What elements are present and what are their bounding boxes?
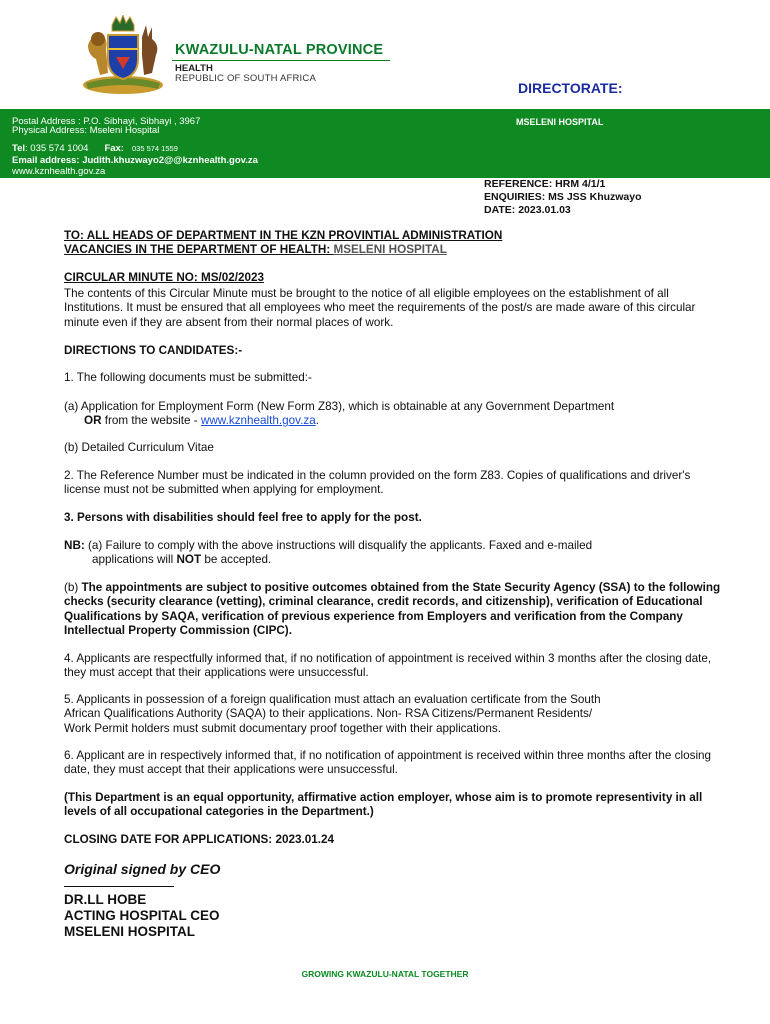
nb-line1 <box>64 539 726 553</box>
department-name: HEALTH <box>175 63 213 74</box>
title-rule <box>172 60 390 61</box>
nb-label: NB: <box>64 539 85 552</box>
item-1a-line2 <box>64 414 726 428</box>
nb-text: (a) Failure to comply with the above instructions will disqualify the applicants. Faxed and e-mailed <box>84 539 593 552</box>
nb-note <box>64 539 726 568</box>
item-1a-line1: (a) Application for Employment Form (New Form Z83), which is obtainable at any Government Department <box>64 400 615 413</box>
province-title: KWAZULU-NATAL PROVINCE <box>175 42 384 58</box>
item-3: 3. Persons with disabilities should feel free to apply for the post. <box>64 511 422 524</box>
item-1: 1. The following documents must be submitted:- <box>64 371 312 384</box>
or-label: OR <box>84 414 102 428</box>
item-5-line2: African Qualifications Authority (SAQA) to their applications. Non- RSA Citizens/Permanent Residents/ <box>64 707 593 721</box>
item-1b: (b) Detailed Curriculum Vitae <box>64 441 214 454</box>
nb-text2-pre: applications will <box>92 553 177 567</box>
vacancies-line <box>64 243 726 257</box>
item-6: 6. Applicant are in respectively informed that, if no notification of appointment is received within three months after the closing date, they must accept that their applications were unsuccessful. <box>64 749 712 777</box>
signatory-hospital: MSELENI HOSPITAL <box>64 924 196 939</box>
fax-label: Fax: <box>104 143 124 154</box>
tel-value: : 035 574 1004 <box>25 143 89 154</box>
vacancies-prefix: VACANCIES IN THE DEPARTMENT OF HEALTH: <box>64 243 334 256</box>
directorate-label: DIRECTORATE: <box>518 80 623 96</box>
footer-slogan: GROWING KWAZULU-NATAL TOGETHER <box>301 969 469 979</box>
equal-opportunity-statement: (This Department is an equal opportunity, affirmative action employer, whose aim is to promote representivity in all levels of all occupational categories in the Department.) <box>64 791 703 819</box>
directions-heading: DIRECTIONS TO CANDIDATES:- <box>64 344 243 357</box>
contact-bar <box>0 109 770 178</box>
nb-item-b-text: The appointments are subject to positive outcomes obtained from the State Security Agency (SSA) to the following checks (security clearance (vetting), criminal clearance, credit records, and citizenship), verification of Educational Qualifications by SAQA, verification of previous experience from Employers and verification from the Company Intellectual Property Commission (CIPC). <box>64 581 721 637</box>
postal-address: Postal Address : P.O. Sibhayi, Sibhayi , 3967 <box>12 116 201 127</box>
item-2: 2. The Reference Number must be indicated in the column provided on the form Z83. Copies of qualifications and driver's license must not be submitted when applying for employment. <box>64 469 691 497</box>
item-1a-end: . <box>315 414 319 428</box>
nb-item-b <box>64 581 726 638</box>
nb-item-b-prefix: (b) <box>64 581 82 594</box>
signature-line <box>64 886 174 887</box>
physical-address: Physical Address: Mseleni Hospital <box>12 125 160 136</box>
tel-label: Tel <box>12 143 26 154</box>
item-4: 4. Applicants are respectfully informed that, if no notification of appointment is received within 3 months after the closing date, they must accept that their applications were unsuccessful. <box>64 652 712 680</box>
signatory-name: DR.LL HOBE <box>64 892 147 907</box>
signature-note: Original signed by CEO <box>64 861 221 877</box>
from-text: from the website - <box>101 414 201 428</box>
document-date: DATE: 2023.01.03 <box>484 204 571 216</box>
addressee-line: TO: ALL HEADS OF DEPARTMENT IN THE KZN PROVINTIAL ADMINISTRATION <box>64 229 503 242</box>
country-name: REPUBLIC OF SOUTH AFRICA <box>175 73 316 84</box>
nb-text2-post: be accepted. <box>201 553 272 567</box>
website: www.kznhealth.gov.za <box>12 166 106 177</box>
closing-date: CLOSING DATE FOR APPLICATIONS: 2023.01.24 <box>64 833 334 846</box>
fax-value: 035 574 1559 <box>131 144 178 153</box>
hospital-name: MSELENI HOSPITAL <box>516 117 604 127</box>
item-5-line1: 5. Applicants in possession of a foreign qualification must attach an evaluation certificate from the South <box>64 693 601 706</box>
circular-number: CIRCULAR MINUTE NO: MS/02/2023 <box>64 271 265 284</box>
signatory-block <box>64 892 220 940</box>
enquiries: ENQUIRIES: MS JSS Khuzwayo <box>484 191 642 203</box>
item-5-line3: Work Permit holders must submit documentary proof together with their applications. <box>64 721 501 735</box>
nb-line2 <box>64 553 726 567</box>
item-5 <box>64 693 726 736</box>
phone-fax-line <box>12 143 178 154</box>
website-link[interactable]: www.kznhealth.gov.za <box>200 414 316 428</box>
item-1a <box>64 400 726 429</box>
reference-block <box>484 178 642 217</box>
reference-number: REFERENCE: HRM 4/1/1 <box>484 178 606 190</box>
vacancies-hospital: MSELENI HOSPITAL <box>333 243 447 256</box>
email-address: Email address: Judith.khuzwayo2@@kznhealth.gov.za <box>12 155 258 166</box>
coat-of-arms-icon <box>80 15 166 95</box>
nb-not: NOT <box>176 553 202 567</box>
signatory-title: ACTING HOSPITAL CEO <box>64 908 220 923</box>
intro-paragraph: The contents of this Circular Minute must be brought to the notice of all eligible employees on the establishment of all Institutions. It must be ensured that all employees who meet the requirements of the post/s are made aware of this circular minute even if they are absent from their normal places of work. <box>64 287 696 329</box>
